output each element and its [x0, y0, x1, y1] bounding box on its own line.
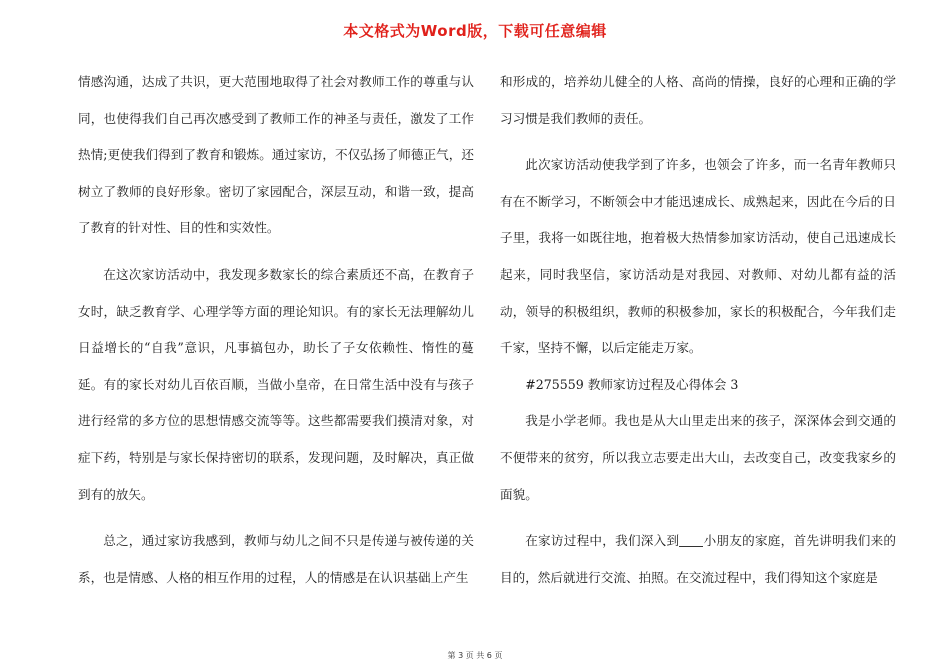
paragraph-teacher-intro: 我是小学老师。我也是从大山里走出来的孩子，深深体会到交通的不便带来的贫穷，所以我立志要走出大山，去改变自己，改变我家乡的面貌。: [500, 413, 896, 502]
home-visit-text-end: 小朋友的家庭，首先讲明我们来的目的，然后就进行交流、拍照。在交流过程中，我们得知这个家庭是: [500, 533, 897, 585]
paragraph-home-visit: [500, 523, 896, 596]
section-heading: #275559 教师家访过程及心得体会 3: [525, 376, 739, 392]
left-text-column: [78, 64, 474, 596]
document-banner: 本文格式为Word版，下载可任意编辑: [343, 22, 607, 40]
page-number: 第 3 页 共 6 页: [447, 651, 503, 660]
paragraph-continued: 情感沟通，达成了共识，更大范围地取得了社会对教师工作的尊重与认同，也使得我们自己再次感受到了教师工作的神圣与责任，激发了工作热情;更使我们得到了教育和锻炼。通过家访，不仅弘扬了师德正气，还树立了教师的良好形象。密切了家园配合，深层互动，和谐一致，提高了教育的针对性、目的性和实效性。: [78, 74, 474, 236]
paragraph-reflection: 此次家访活动使我学到了许多，也领会了许多，而一名青年教师只有在不断学习，不断领会中才能迅速成长、成熟起来，因此在今后的日子里，我将一如既往地，抱着极大热情参加家访活动，使自己迅速成长起来，同时我坚信，家访活动是对我园、对教师、对幼儿都有益的活动，领导的积极组织，教师的积极参加，家长的积极配合，今年我们走千家，坚持不懈，以后定能走万家。: [500, 157, 896, 356]
fill-in-blank: [679, 534, 703, 547]
right-text-column: [500, 64, 896, 596]
paragraph-conclusion: 总之，通过家访我感到，教师与幼儿之间不只是传递与被传递的关系，也是情感、人格的相互作用的过程，人的情感是在认识基础上产生: [78, 533, 474, 585]
home-visit-text-start: 在家访过程中，我们深入到: [525, 533, 680, 549]
paragraph-continued-right: 和形成的，培养幼儿健全的人格、高尚的情操，良好的心理和正确的学习习惯是我们教师的责任。: [500, 74, 896, 126]
paragraph-parent-education: 在这次家访活动中，我发现多数家长的综合素质还不高，在教育子女时，缺乏教育学、心理学等方面的理论知识。有的家长无法理解幼儿日益增长的“自我”意识，凡事搞包办，助长了子女依赖性、惰性的蔓延。有的家长对幼儿百依百顺，当做小皇帝，在日常生活中没有与孩子进行经常的多方位的思想情感交流等等。这些都需要我们摸清对象，对症下药，特别是与家长保持密切的联系，发现问题，及时解决，真正做到有的放矢。: [78, 266, 474, 502]
